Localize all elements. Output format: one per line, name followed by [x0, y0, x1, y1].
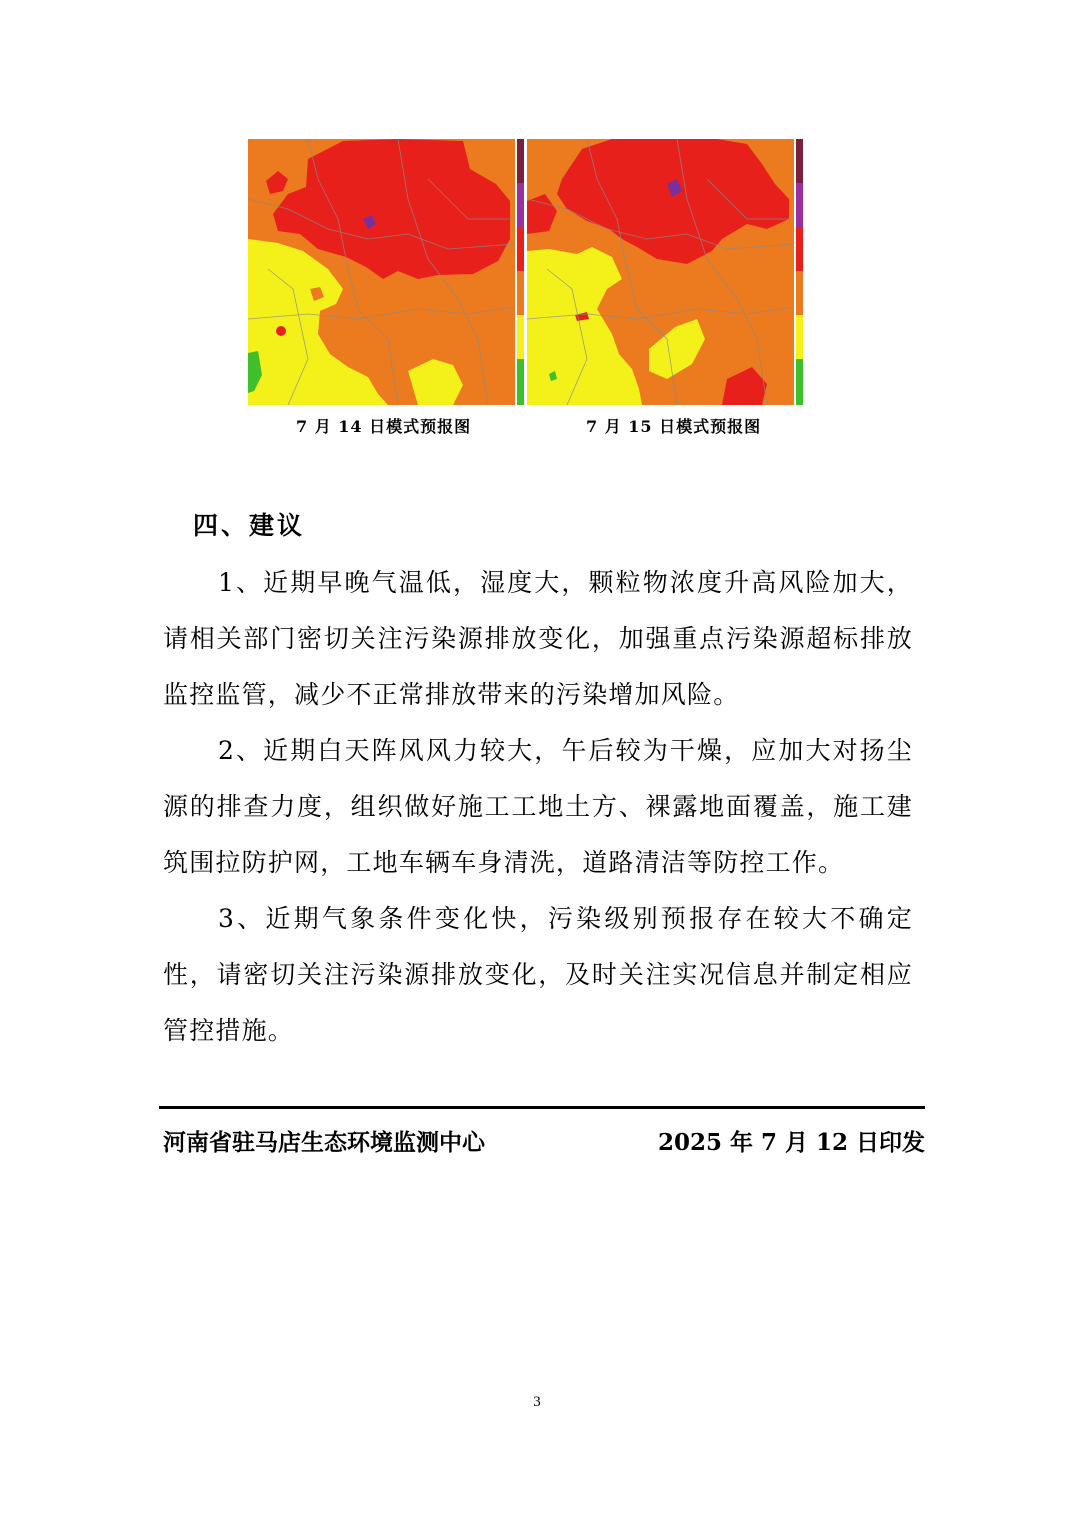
issue-date: 2025 年 7 月 12 日印发: [658, 1129, 926, 1156]
footer-divider: [159, 1106, 925, 1109]
recommendation-paragraph-2: 2、近期白天阵风风力较大，午后较为干燥，应加大对扬尘源的排查力度，组织做好施工工地土方、裸露地面覆盖，施工建筑围拉防护网，工地车辆车身清洗，道路清洁等防控工作。: [163, 736, 913, 877]
recommendation-paragraph-3: 3、近期气象条件变化快，污染级别预报存在较大不确定性，请密切关注污染源排放变化，及时关注实况信息并制定相应管控措施。: [163, 904, 913, 1045]
figure-caption-july-15: 7 月 15 日模式预报图: [586, 417, 762, 436]
section-heading: 四、建议: [193, 511, 306, 540]
forecast-map-july-14: [248, 139, 515, 405]
recommendation-paragraph-1: 1、近期早晚气温低，湿度大，颗粒物浓度升高风险加大，请相关部门密切关注污染源排放变化，加强重点污染源超标排放监控监管，减少不正常排放带来的污染增加风险。: [163, 568, 913, 709]
page-number: 3: [533, 1394, 541, 1410]
color-legend-bar: [517, 139, 524, 405]
figure-caption-july-14: 7 月 14 日模式预报图: [296, 417, 472, 436]
issuer-name: 河南省驻马店生态环境监测中心: [163, 1130, 485, 1156]
forecast-maps: [248, 139, 808, 405]
color-legend-bar: [796, 139, 803, 405]
forecast-map-july-15: [527, 139, 794, 405]
